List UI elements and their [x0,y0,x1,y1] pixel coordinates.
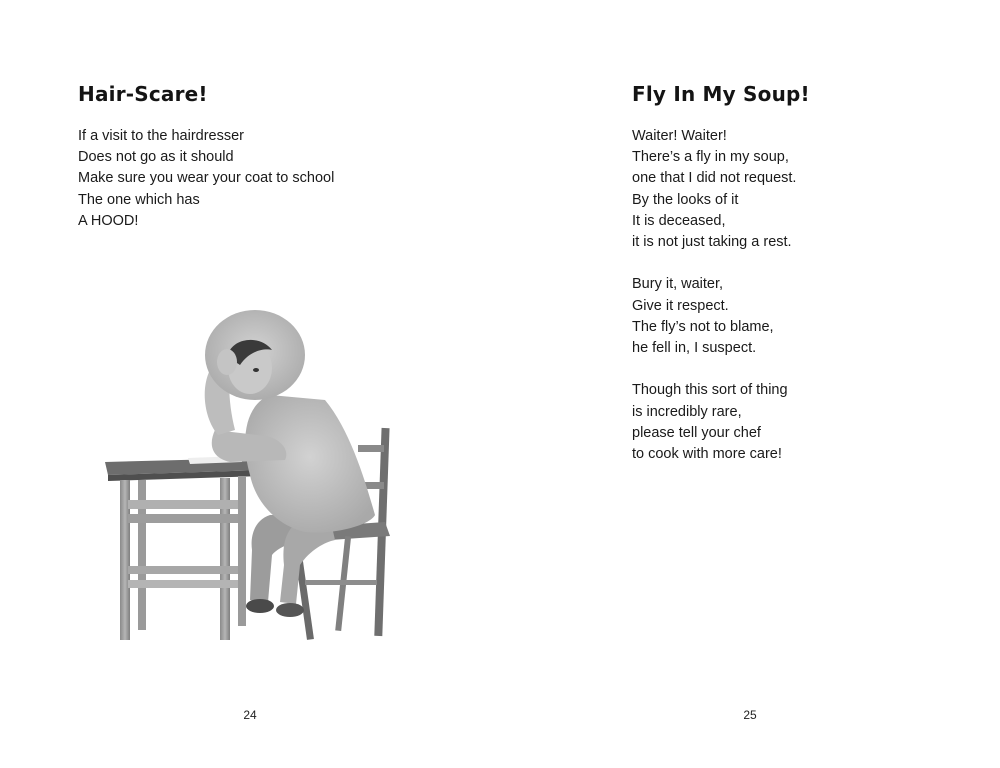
poem-fly-in-my-soup [632,126,796,465]
poem-line: If a visit to the hairdresser [78,128,245,144]
poem-line: to cook with more care! [632,446,782,463]
poem-line: There’s a fly in my soup, [632,149,789,166]
poem-line: it is not just taking a rest. [632,234,792,251]
poem-line: Make sure you wear your coat to school [78,170,335,187]
poem-hair-scare [78,126,334,232]
poem-line: Though this sort of thing [632,382,788,399]
poem-title-hair-scare: Hair-Scare! [78,82,208,106]
poem-line: one that I did not request. [632,170,797,187]
poem-line: Bury it, waiter, [632,276,724,293]
poem-stanza [632,274,796,359]
poem-line: Does not go as it should [78,149,234,166]
poem-stanza [632,126,796,253]
page-number: 24 [243,708,257,722]
poem-title-fly-in-my-soup: Fly In My Soup! [632,82,810,106]
poem-line: The fly’s not to blame, [632,318,774,335]
poem-line: Waiter! Waiter! [632,128,727,144]
poem-line: It is deceased, [632,212,726,229]
right-page [500,0,1000,768]
poem-line: A HOOD! [78,212,139,229]
page-number: 25 [743,708,757,722]
hooded-child-at-desk-illustration [100,310,410,650]
poem-line: he fell in, I suspect. [632,340,757,357]
poem-stanza [632,380,796,465]
poem-line: Give it respect. [632,297,729,314]
poem-line: The one which has [78,191,200,208]
poem-line: By the looks of it [632,191,739,208]
poem-line: please tell your chef [632,424,761,441]
poem-line: is incredibly rare, [632,403,742,420]
